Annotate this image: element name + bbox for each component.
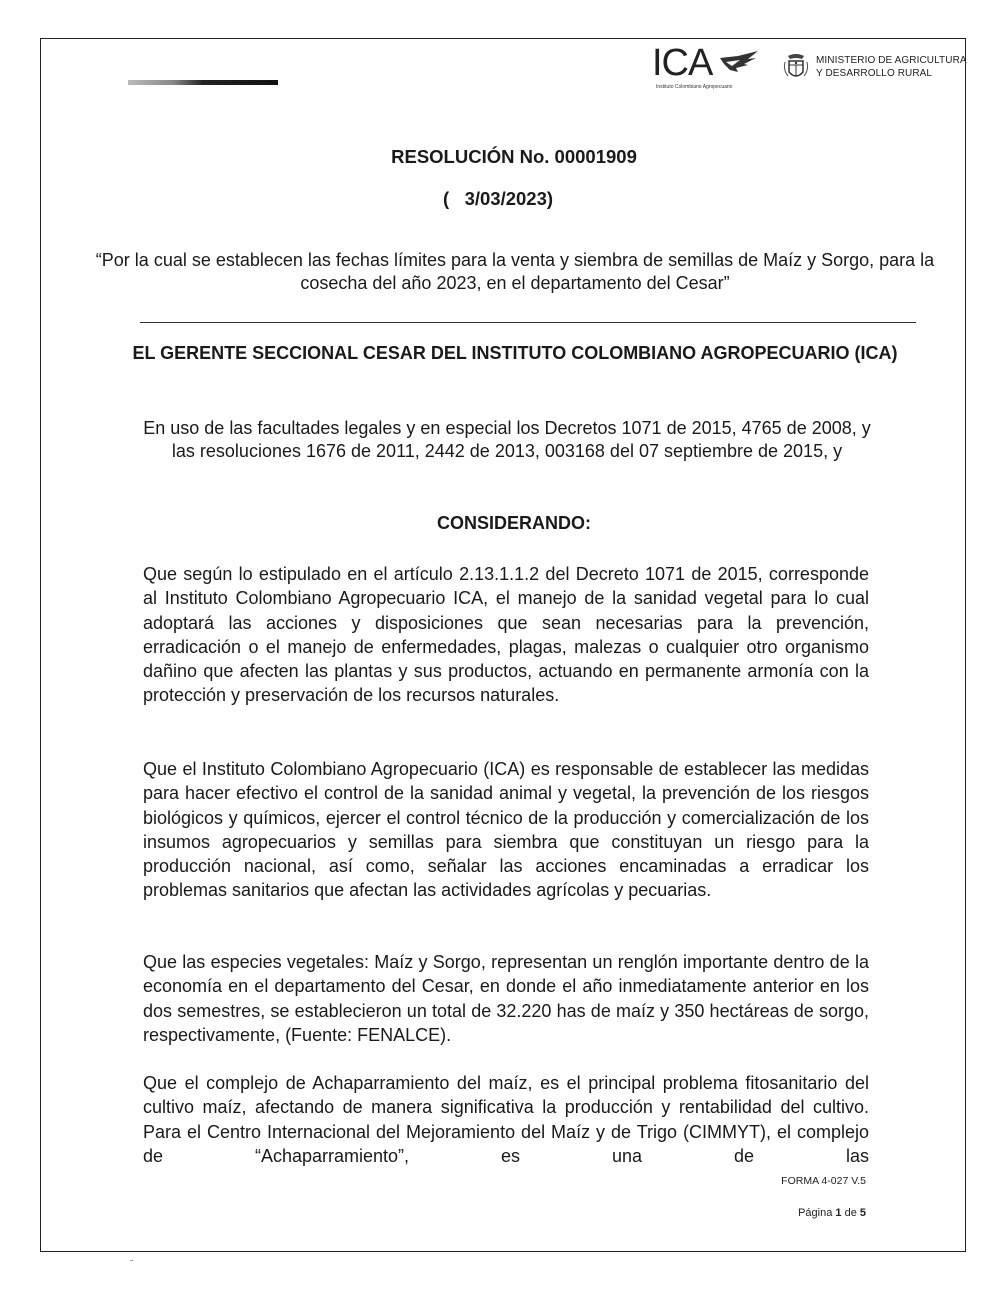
- resolution-title: “Por la cual se establecen las fechas límites para la venta y siembra de semillas de Maíz y Sorgo, para la cosecha del año 2023, en el departamento del Cesar”: [95, 250, 935, 293]
- paragraph: Que el Instituto Colombiano Agropecuario (ICA) es responsable de establecer las medidas para hacer efectivo el control de la sanidad animal y vegetal, la prevención de los riesgos biológicos y químicos, ejercer el control técnico de la producción y comercialización de los insumos agropecuarios y semillas para siembra que constituyan un riesgo para la producción nacional, así como, señalar las acciones encaminadas a erradicar los problemas sanitarios que afectan las actividades agrícolas y pecuarias.: [143, 759, 869, 901]
- ministry-name: [816, 54, 967, 80]
- resolution-number: RESOLUCIÓN No. 00001909: [391, 146, 637, 167]
- paragraph: Que el complejo de Achaparramiento del maíz, es el principal problema fitosanitario del cultivo maíz, afectando de manera significativa la producción y rentabilidad del cultivo. Para el Centro Internacional del Mejoramiento del Maíz y de Trigo (CIMMYT), el complejo de “Achaparramiento”, es una de las: [143, 1073, 869, 1166]
- divider-line: [140, 322, 916, 323]
- page-total: 5: [859, 1207, 866, 1219]
- ica-logo-text: ICA: [652, 42, 713, 84]
- considerando-heading: CONSIDERANDO:: [436, 513, 591, 533]
- scan-speck: [130, 1260, 133, 1261]
- ica-logo-subtitle: Instituto Colombiano Agropecuario: [656, 84, 733, 90]
- page-prefix: Página: [798, 1207, 836, 1219]
- ministry-line-1: MINISTERIO DE AGRICULTURA: [816, 55, 967, 66]
- form-code: FORMA 4-027 V.5: [781, 1175, 866, 1187]
- ministry-line-2: Y DESARROLLO RURAL: [816, 68, 933, 79]
- resolution-date: ( 3/03/2023): [443, 188, 554, 209]
- ministry-logo: [782, 52, 982, 86]
- scan-mark: [128, 80, 278, 85]
- coat-of-arms-icon: [782, 52, 810, 84]
- legal-powers: En uso de las facultades legales y en especial los Decretos 1071 de 2015, 4765 de 2008, y las resoluciones 1676 de 2011, 2442 de 2013, 003168 del 07 septiembre de 2015, y: [143, 418, 871, 461]
- paragraph: Que las especies vegetales: Maíz y Sorgo, representan un renglón importante dentro de la economía en el departamento del Cesar, en donde el año inmediatamente anterior en los dos semestres, se establecieron un total de 32.220 has de maíz y 350 hectáreas de sorgo, respectivamente, (Fuente: FENALCE).: [143, 952, 869, 1045]
- paragraph: Que según lo estipulado en el artículo 2.13.1.1.2 del Decreto 1071 de 2015, corresponde al Instituto Colombiano Agropecuario ICA, el manejo de la sanidad vegetal para lo cual adoptará las acciones y disposiciones que sean necesarias para la prevención, erradicación o el manejo de enfermedades, plagas, malezas o cualquier otro organismo dañino que afecten las plantas y sus productos, actuando en permanente armonía con la protección y preservación de los recursos naturales.: [143, 564, 869, 706]
- bird-icon: [718, 50, 760, 76]
- page-indicator: [798, 1207, 866, 1219]
- page-current: 1: [835, 1207, 842, 1219]
- issuing-authority: EL GERENTE SECCIONAL CESAR DEL INSTITUTO COLOMBIANO AGROPECUARIO (ICA): [132, 343, 898, 363]
- page-separator: de: [841, 1207, 860, 1219]
- ica-logo: [652, 42, 762, 96]
